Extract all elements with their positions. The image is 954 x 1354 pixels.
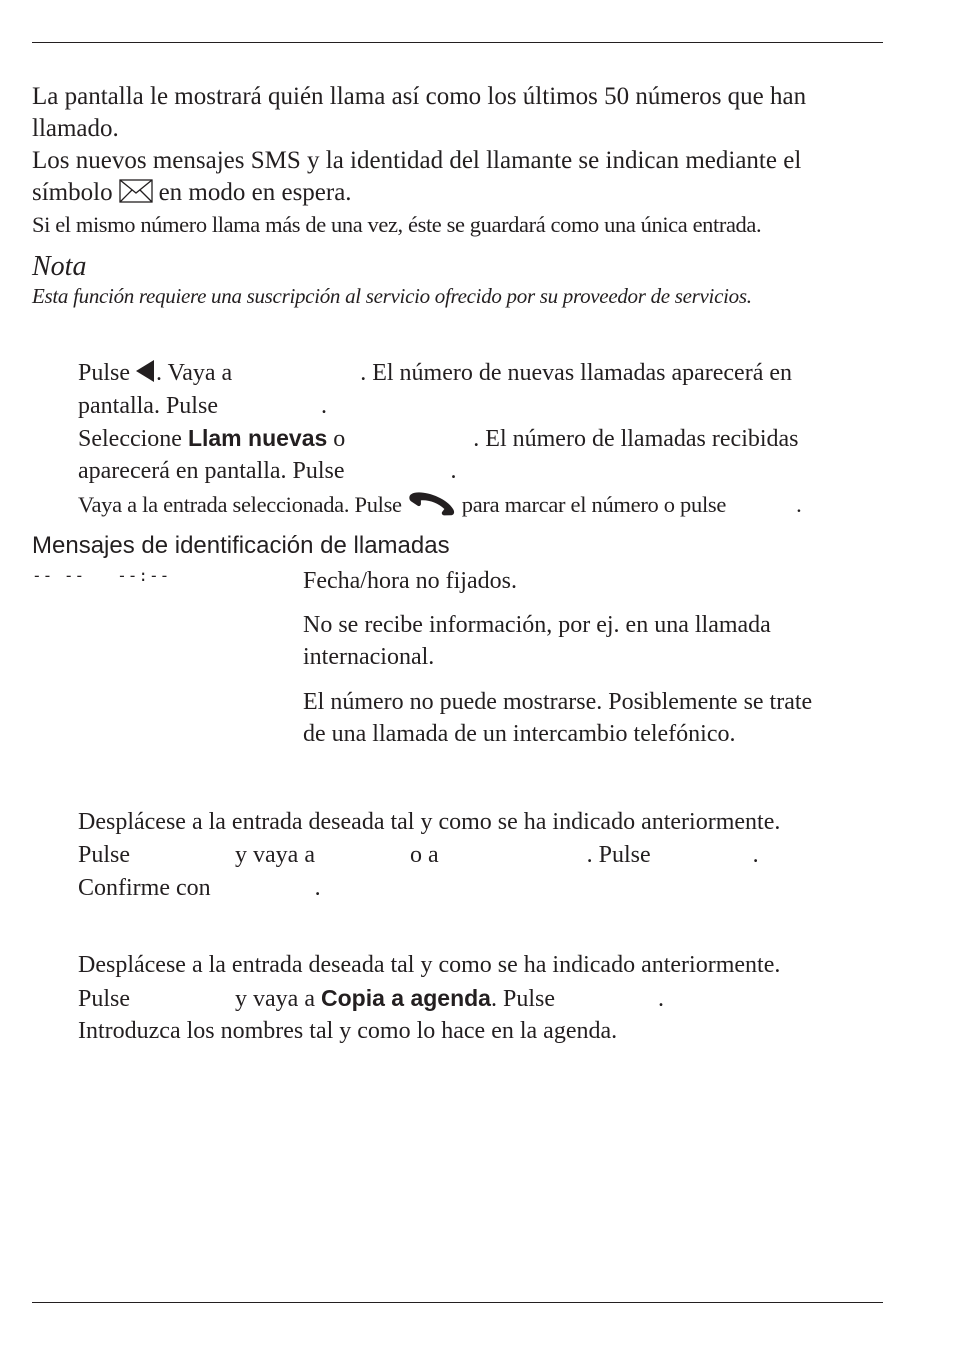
step3-line-2-period: .: [657, 986, 664, 1012]
envelope-icon: [119, 179, 153, 203]
step1-line-3: [78, 422, 799, 456]
note-text: Esta función requiere una suscripción al servicio ofrecido por su proveedor de servicios.: [32, 284, 752, 308]
message-row-2-line-2: internacional.: [303, 644, 435, 670]
note-title: Nota: [32, 251, 87, 282]
top-rule: [32, 42, 883, 43]
intro-line-3: Los nuevos mensajes SMS y la identidad del llamante se indican mediante el: [32, 147, 802, 174]
intro-line-5: Si el mismo número llama más de una vez, éste se guardará como una única entrada.: [32, 212, 762, 237]
step1-line-5: [78, 488, 801, 521]
step1-line-5-text: Vaya a la entrada seleccionada. Pulse: [78, 492, 402, 517]
step3-line-2: [78, 982, 664, 1016]
intro-line-2: llamado.: [32, 115, 119, 142]
bottom-rule: [32, 1302, 883, 1303]
new-calls-label: Llam nuevas: [187, 425, 328, 451]
step1-line-4-text: aparecerá en pantalla. Pulse: [78, 458, 345, 484]
step1-line-5-period: .: [796, 492, 802, 517]
step3-vaya-text: y vaya a: [235, 986, 315, 1012]
step2-pulse-text: Pulse: [78, 842, 131, 868]
intro-line-4-end: en modo en espera.: [158, 179, 352, 206]
step1-select-text: Seleccione: [78, 426, 182, 452]
step1-count-text: . El número de nuevas llamadas aparecerá en: [360, 360, 793, 386]
step1-or-text: o: [333, 426, 346, 452]
step1-line-2-period: .: [320, 393, 327, 419]
step1-line-1: [78, 357, 792, 390]
step1-line-4-period: .: [450, 458, 457, 484]
step1-received-text: . El número de llamadas recibidas: [473, 426, 799, 452]
phone-handset-icon: [406, 492, 458, 518]
step2-line-3-period: .: [314, 875, 321, 901]
step1-dial-text: para marcar el número o pulse: [461, 492, 727, 517]
message-row-3-line-2: de una llamada de un intercambio telefónico.: [303, 721, 736, 747]
step3-line-3: Introduzca los nombres tal y como lo hace en la agenda.: [78, 1018, 618, 1044]
step2-confirm-text: Confirme con: [78, 875, 211, 901]
intro-line-4: [32, 177, 352, 209]
step1-line-2-text: pantalla. Pulse: [78, 393, 218, 419]
step1-pulse-text: Pulse: [78, 360, 131, 386]
intro-line-1: La pantalla le mostrará quién llama así como los últimos 50 números que han: [32, 83, 807, 110]
copy-to-phonebook-label: Copia a agenda: [320, 985, 491, 1011]
message-row-2-line-1: No se recibe información, por ej. en una llamada: [303, 612, 771, 638]
message-row-1: Fecha/hora no fijados.: [303, 568, 517, 594]
message-row-3-line-1: El número no puede mostrarse. Posiblemente se trate: [303, 689, 813, 715]
datetime-placeholder: -- -- --:--: [32, 566, 171, 585]
step1-vaya-text: . Vaya a: [156, 360, 233, 386]
step3-pulse2-text: . Pulse: [490, 986, 555, 1012]
step1-line-4: [78, 455, 457, 488]
left-arrow-icon: [134, 359, 156, 383]
step2-line-1: Desplácese a la entrada deseada tal y como se ha indicado anteriormente.: [78, 809, 781, 835]
step2-line-3: [78, 872, 321, 905]
step2-or-text: o a: [409, 842, 439, 868]
step1-line-2: [78, 390, 327, 423]
step3-pulse-text: Pulse: [78, 986, 131, 1012]
intro-line-4-start: símbolo: [32, 179, 113, 206]
step2-pulse2-text: . Pulse: [586, 842, 651, 868]
section-heading: Mensajes de identificación de llamadas: [32, 532, 450, 559]
step3-line-1: Desplácese a la entrada deseada tal y como se ha indicado anteriormente.: [78, 952, 781, 978]
step2-vaya-text: y vaya a: [235, 842, 315, 868]
step2-line-2-period: .: [752, 842, 759, 868]
step2-line-2: [78, 839, 759, 872]
